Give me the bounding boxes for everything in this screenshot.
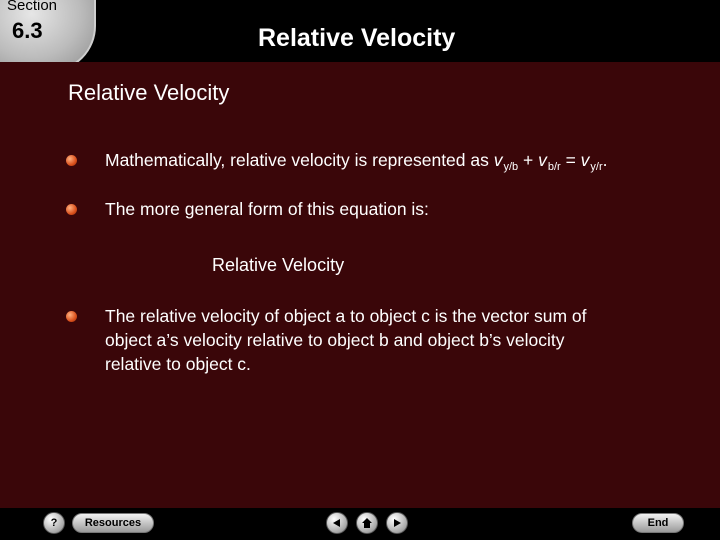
resources-label: Resources xyxy=(84,517,142,529)
bullet-text: The more general form of this equation is: xyxy=(105,199,429,219)
equation-label: Relative Velocity xyxy=(212,255,345,275)
slide-heading: Relative Velocity xyxy=(68,80,230,105)
section-label: Section xyxy=(6,0,58,14)
bullet-icon xyxy=(66,311,77,322)
home-icon xyxy=(361,517,373,529)
velocity-var-3: v xyxy=(580,150,591,170)
equals-sign: = xyxy=(560,150,581,170)
end-label: End xyxy=(647,517,669,529)
help-button[interactable] xyxy=(43,512,65,534)
home-button[interactable] xyxy=(356,512,378,534)
period: . xyxy=(602,150,608,170)
help-icon: ? xyxy=(50,517,58,529)
velocity-sub-1: y/b xyxy=(503,161,519,173)
next-button[interactable] xyxy=(386,512,408,534)
bullet-text xyxy=(105,304,586,376)
header-title: Relative Velocity xyxy=(258,24,456,52)
previous-button[interactable] xyxy=(326,512,348,534)
bullet-text-prefix: Mathematically, relative velocity is represented as xyxy=(105,150,494,170)
bullet-line-2: object a’s velocity relative to object b and object b’s velocity xyxy=(105,330,565,350)
velocity-sub-3: y/r xyxy=(590,161,603,173)
section-number: 6.3 xyxy=(12,18,43,43)
footer-bar xyxy=(0,508,720,540)
next-arrow-icon xyxy=(392,518,402,528)
plus-sign: + xyxy=(518,150,539,170)
bullet-line-1: The relative velocity of object a to object c is the vector sum of xyxy=(105,306,587,326)
velocity-sub-2: b/r xyxy=(547,161,561,173)
resources-button[interactable] xyxy=(72,513,154,533)
end-button[interactable] xyxy=(632,513,684,533)
velocity-var-2: v xyxy=(538,150,548,170)
previous-arrow-icon xyxy=(332,518,342,528)
velocity-var-1: v xyxy=(493,150,504,170)
bullet-icon xyxy=(66,204,77,215)
bullet-line-3: relative to object c. xyxy=(105,354,251,374)
bullet-text xyxy=(105,148,608,179)
bullet-icon xyxy=(66,155,77,166)
slide-body xyxy=(0,62,720,508)
